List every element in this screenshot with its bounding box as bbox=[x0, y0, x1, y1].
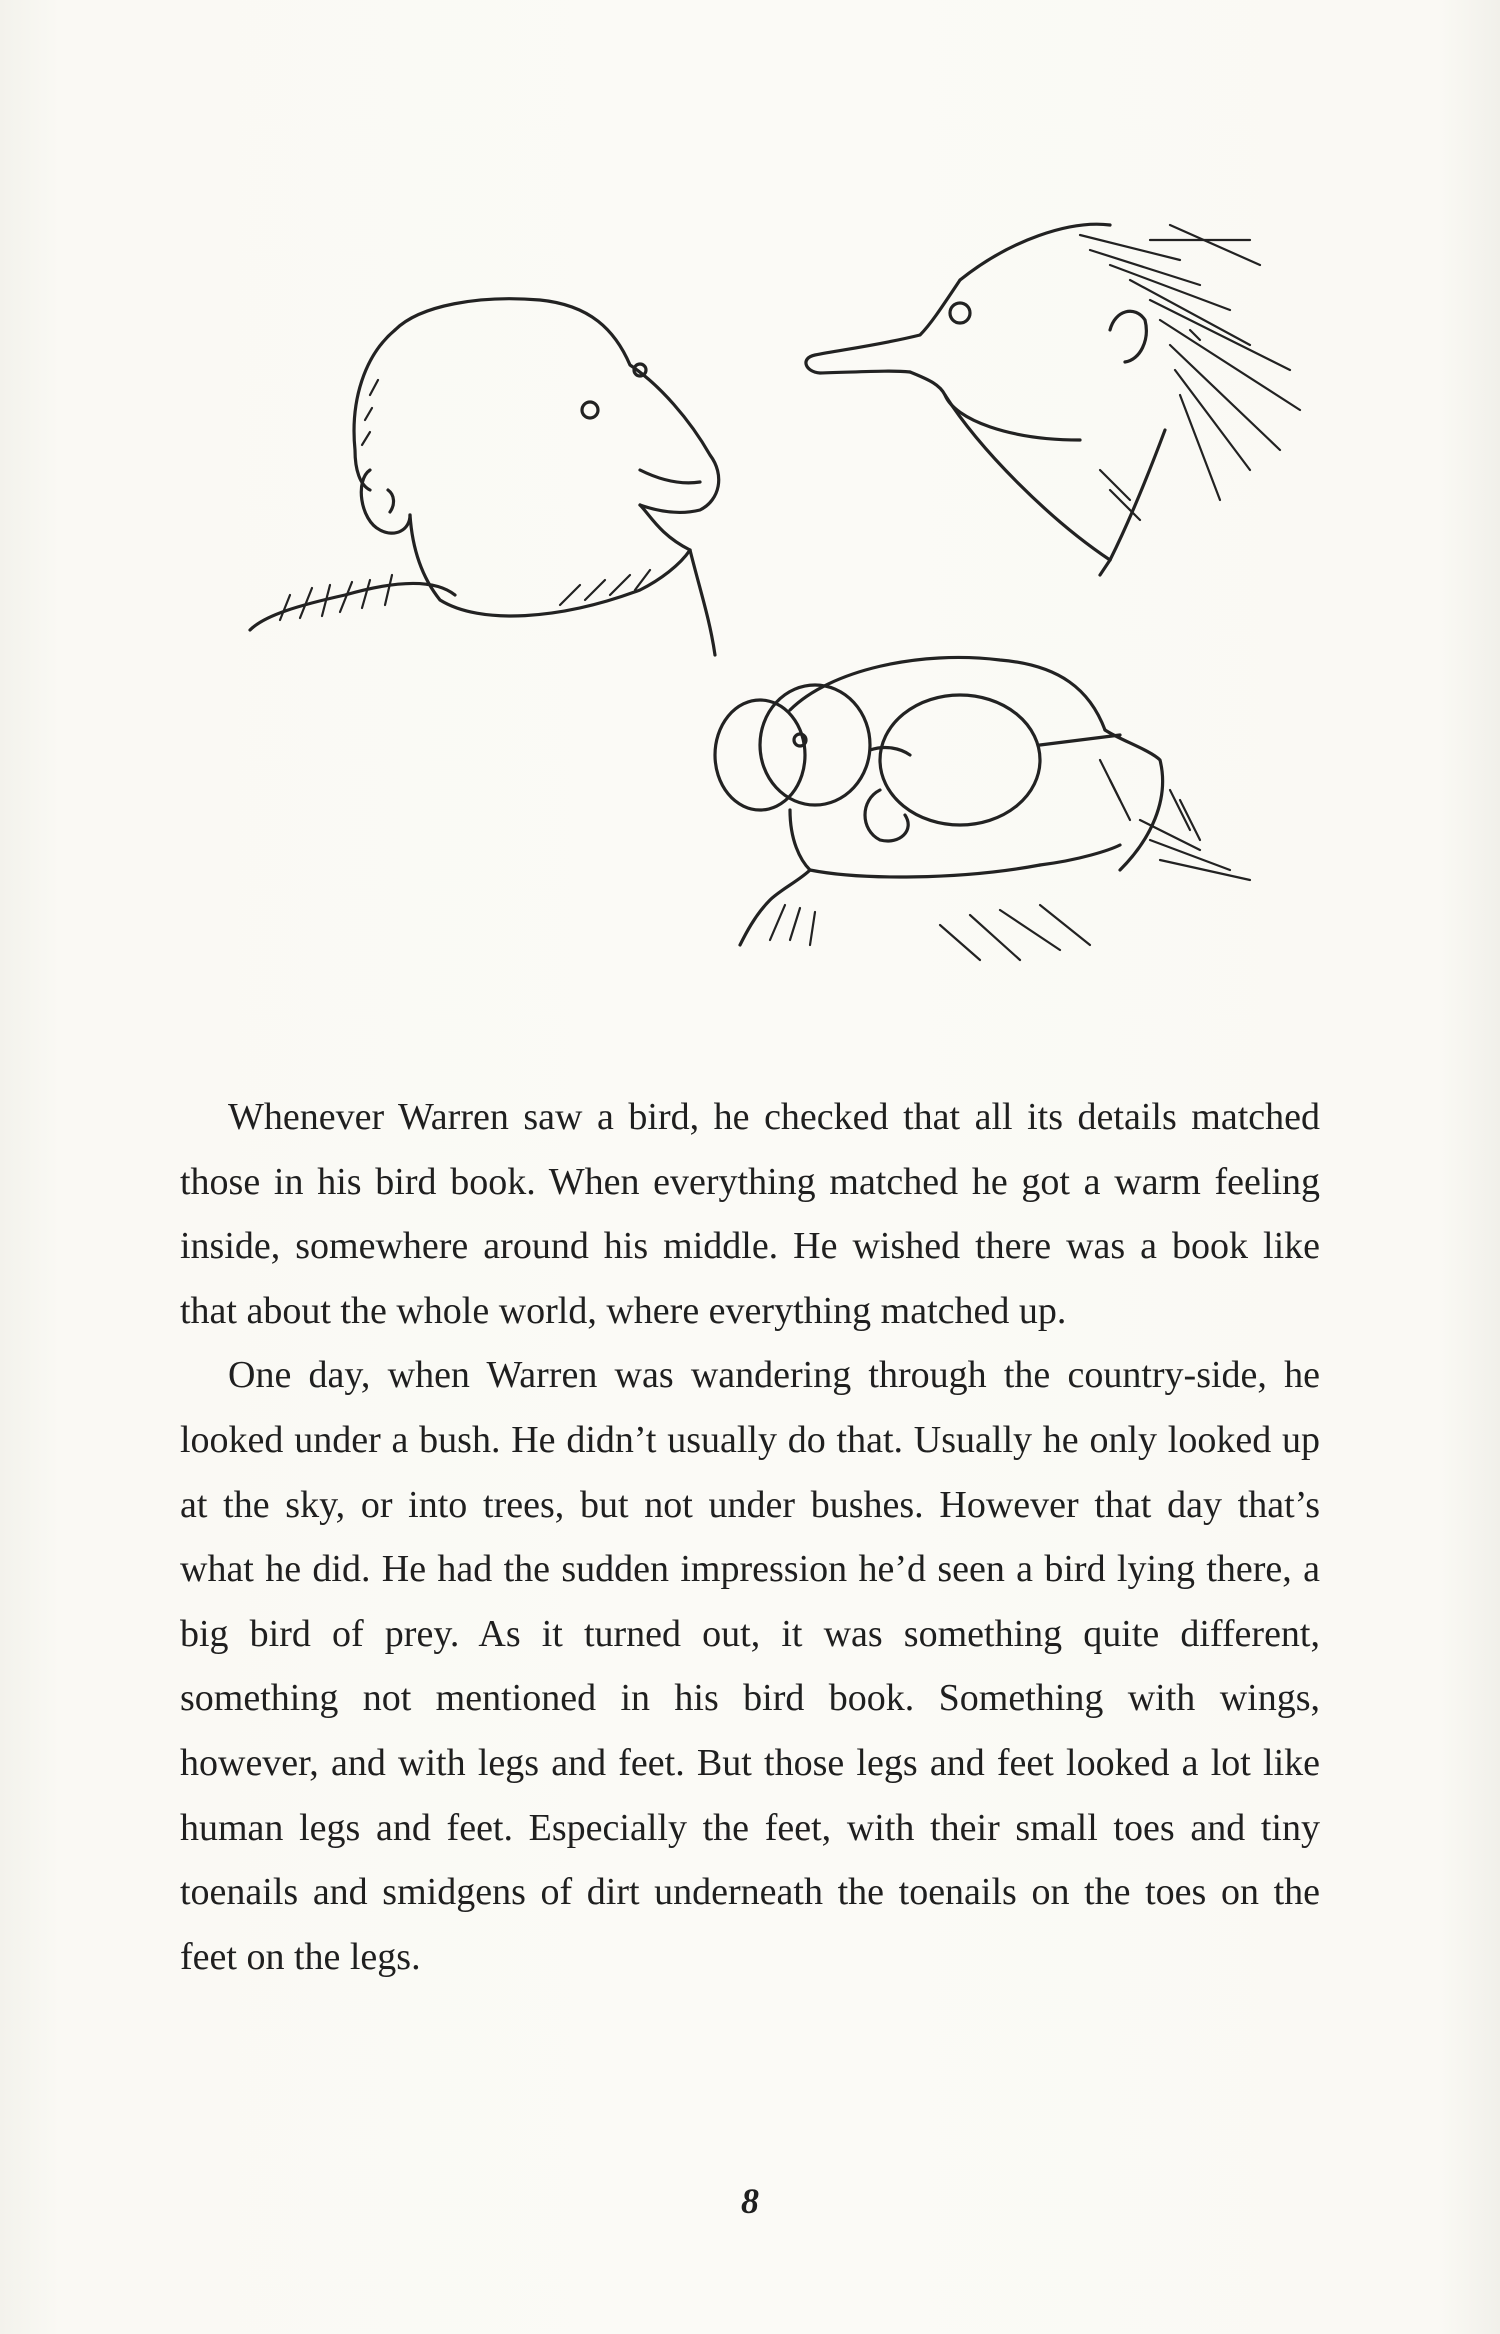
long-nose-head-drawing bbox=[806, 224, 1300, 575]
paragraph-1: Whenever Warren saw a bird, he checked that all its details matched those in his bird book. When everything matched he got a warm feeling inside, somewhere around his middle. He wished there was a book like that about the whole world, where everything matched up. bbox=[180, 1096, 1320, 1332]
bald-head-drawing bbox=[250, 299, 719, 655]
paragraph-2: One day, when Warren was wandering through the country-side, he looked under a bush. He didn’t usually do that. Usually he only looked up at the sky, or into trees, but not under bushes. However that day that’s what he did. He had the sudden impression he’d seen a bird lying there, a big bird of prey. As it turned out, it was something quite different, something not mentioned in his bird book. Something with wings, however, and with legs and feet. But those legs and feet looked a lot like human legs and feet. Especially the feet, with their small toes and tiny toenails and smidgens of dirt underneath the toenails on the toes on the feet on the legs. bbox=[180, 1354, 1320, 1978]
body-text bbox=[180, 1085, 1320, 1989]
three-heads-illustration bbox=[0, 0, 1500, 1040]
page-number: 8 bbox=[741, 2181, 759, 2221]
glasses-head-drawing bbox=[715, 657, 1250, 960]
